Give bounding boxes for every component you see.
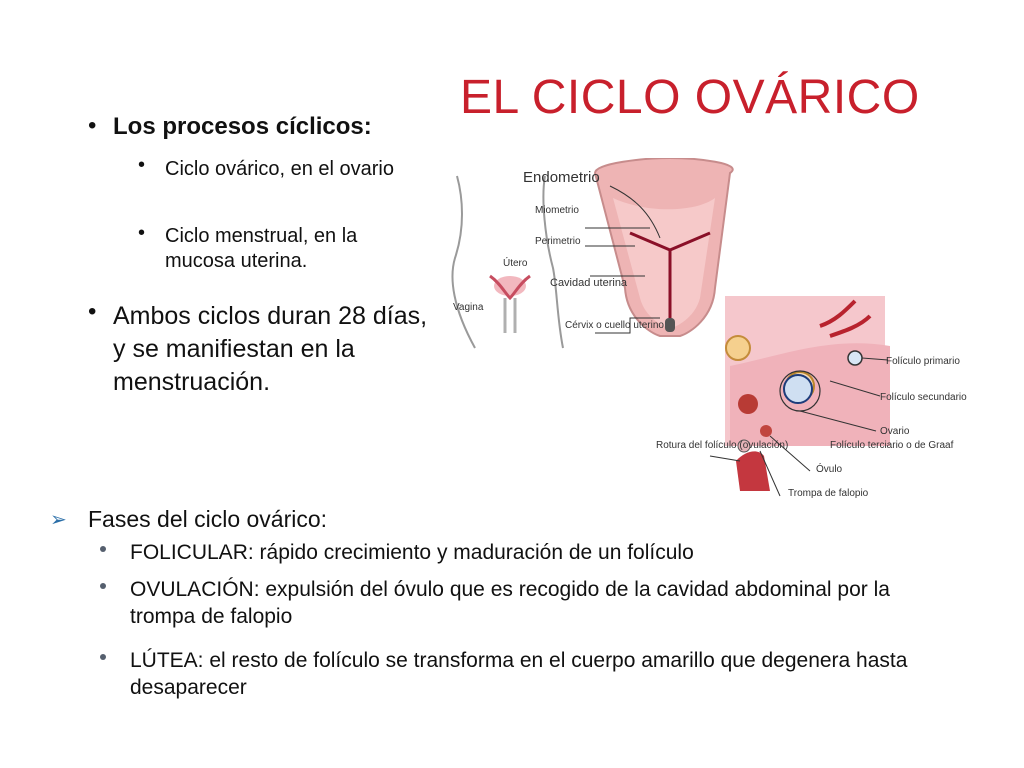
phases-heading: Fases del ciclo ovárico: bbox=[88, 506, 328, 532]
subitem-ciclo-ovarico: Ciclo ovárico, en el ovario bbox=[165, 158, 394, 180]
label-rotura: Rotura del folículo (ovulación) bbox=[656, 440, 789, 451]
label-primario: Folículo primario bbox=[886, 356, 960, 367]
phase-ovulacion: OVULACIÓN: expulsión del óvulo que es recogido de la cavidad abdominal por la trompa de falopio bbox=[130, 578, 890, 628]
label-vagina: Vagina bbox=[453, 302, 484, 313]
label-miometrio: Miometrio bbox=[535, 205, 579, 216]
arrow-bullet-icon: ➢ bbox=[50, 509, 67, 531]
ovary-diagram bbox=[650, 296, 980, 501]
bullet-dot bbox=[100, 546, 106, 552]
bullet-dot bbox=[100, 583, 106, 589]
procesos-heading: Los procesos cíclicos: bbox=[113, 113, 372, 140]
bullet-dot: • bbox=[88, 298, 97, 325]
label-ovulo: Óvulo bbox=[816, 464, 843, 475]
phase-folicular: FOLICULAR: rápido crecimiento y maduración de un folículo bbox=[130, 541, 694, 564]
label-perimetrio: Perimetrio bbox=[535, 236, 581, 247]
label-terciario: Folículo terciario o de Graaf bbox=[830, 440, 954, 451]
bullet-dot: • bbox=[88, 112, 97, 139]
ambos-ciclos-text: Ambos ciclos duran 28 días, y se manifiestan en la menstruación. bbox=[113, 302, 428, 396]
phase-lutea: LÚTEA: el resto de folículo se transforma en el cuerpo amarillo que degenera hasta desaparecer bbox=[130, 649, 908, 699]
label-trompa: Trompa de falopio bbox=[788, 488, 869, 499]
label-cavidad: Cavidad uterina bbox=[550, 277, 628, 289]
bullet-dot: • bbox=[138, 222, 146, 244]
slide-title: EL CICLO OVÁRICO bbox=[460, 71, 920, 124]
label-endometrio: Endometrio bbox=[523, 169, 600, 186]
label-utero: Útero bbox=[503, 258, 528, 269]
bullet-dot bbox=[100, 654, 106, 660]
bullet-dot: • bbox=[138, 154, 146, 176]
subitem-ciclo-menstrual: Ciclo menstrual, en la mucosa uterina. bbox=[165, 225, 358, 272]
label-ovario: Ovario bbox=[880, 426, 910, 437]
label-cervix: Cérvix o cuello uterino bbox=[565, 320, 664, 331]
label-secundario: Folículo secundario bbox=[880, 392, 967, 403]
